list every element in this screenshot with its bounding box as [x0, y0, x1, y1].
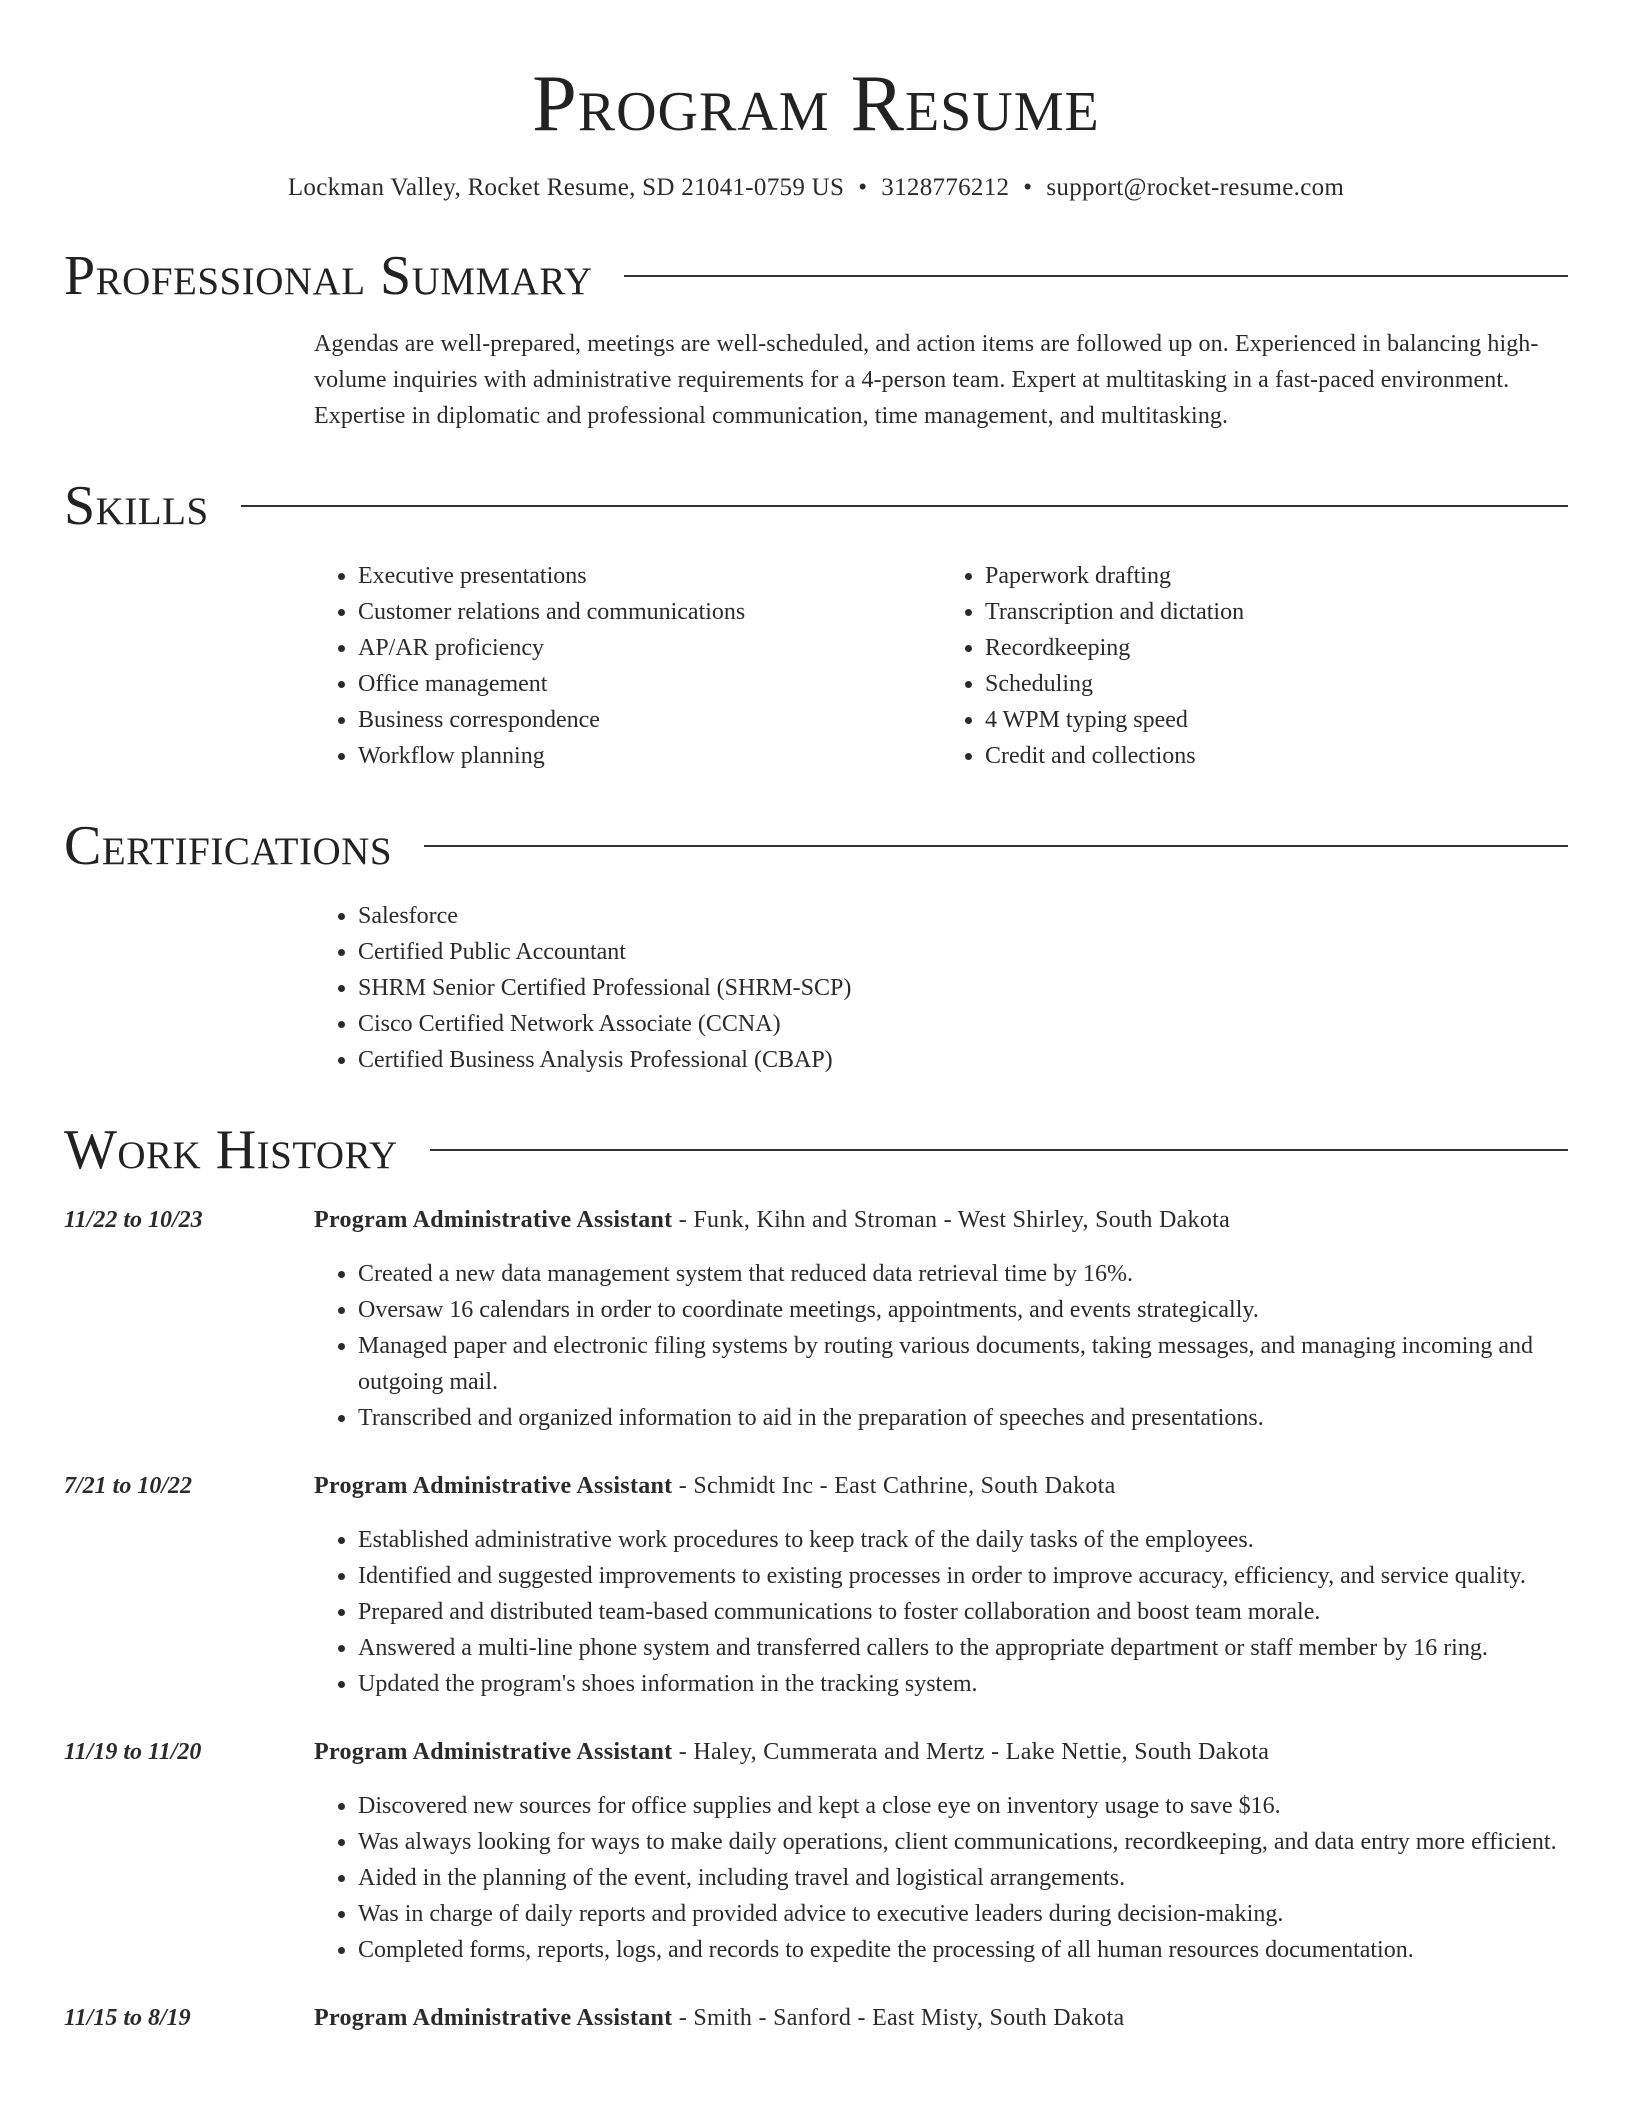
job-bullet: • Identified and suggested improvements to existing processes in order to improve accuracy, efficiency, and service quality.: [358, 1558, 1568, 1594]
certifications-list: [314, 898, 1568, 1078]
skills-column-1: [314, 558, 941, 774]
skill-item: • Customer relations and communications: [358, 594, 941, 630]
separator-bullet: •: [858, 174, 868, 201]
job-bullets: [314, 1788, 1568, 1968]
job-bullet: • Updated the program's shoes information in the tracking system.: [358, 1666, 1568, 1702]
email: support@rocket-resume.com: [1046, 174, 1345, 201]
job-bullet: • Aided in the planning of the event, including travel and logistical arrangements.: [358, 1860, 1568, 1896]
job-bullet: • Was in charge of daily reports and provided advice to executive leaders during decision-making.: [358, 1896, 1568, 1932]
skill-item: • Workflow planning: [358, 738, 941, 774]
job-title: Program Administrative Assistant: [314, 1473, 673, 1499]
job-employer: - Smith - Sanford - East Misty, South Dakota: [672, 2005, 1125, 2031]
certification-item: • SHRM Senior Certified Professional (SHRM-SCP): [358, 970, 1568, 1006]
skill-item: • Credit and collections: [985, 738, 1568, 774]
job-bullet: • Established administrative work procedures to keep track of the daily tasks of the employees.: [358, 1522, 1568, 1558]
job-entry: [64, 1734, 1568, 1968]
job-title-line: [314, 2000, 1568, 2036]
job-bullet: • Managed paper and electronic filing systems by routing various documents, taking messages, and managing incoming and outgoing mail.: [358, 1328, 1568, 1400]
section-divider: [241, 505, 1568, 507]
job-bullets: [314, 1522, 1568, 1702]
job-title: Program Administrative Assistant: [314, 1207, 673, 1233]
section-title-summary: Professional Summary: [64, 245, 593, 307]
resume-name: Program Resume: [532, 60, 1100, 148]
certifications-bullets: [314, 898, 1568, 1078]
job-bullet: • Was always looking for ways to make daily operations, client communications, recordkeeping, and data entry more efficient.: [358, 1824, 1568, 1860]
skill-item: • Scheduling: [985, 666, 1568, 702]
separator-bullet: •: [1023, 174, 1033, 201]
contact-line: [64, 172, 1568, 204]
skill-item: • 4 WPM typing speed: [985, 702, 1568, 738]
job-title: Program Administrative Assistant: [314, 2005, 673, 2031]
skill-item: • Recordkeeping: [985, 630, 1568, 666]
section-header-summary: [64, 244, 1568, 308]
skill-item: • Transcription and dictation: [985, 594, 1568, 630]
job-dates: 11/15 to 8/19: [64, 2005, 191, 2031]
job-dates: 11/19 to 11/20: [64, 1739, 202, 1765]
job-body: [314, 2000, 1568, 2036]
skill-item: • Office management: [358, 666, 941, 702]
job-entry: [64, 1468, 1568, 1702]
job-title: Program Administrative Assistant: [314, 1739, 673, 1765]
section-header-skills: [64, 474, 1568, 538]
section-title-skills: Skills: [64, 475, 209, 537]
job-employer: - Haley, Cummerata and Mertz - Lake Nettie, South Dakota: [672, 1739, 1270, 1765]
job-bullet: • Oversaw 16 calendars in order to coordinate meetings, appointments, and events strategically.: [358, 1292, 1568, 1328]
section-divider: [424, 845, 1568, 847]
skill-item: • Executive presentations: [358, 558, 941, 594]
section-title-certifications: Certifications: [64, 815, 393, 877]
skill-item: • Paperwork drafting: [985, 558, 1568, 594]
job-dates: 7/21 to 10/22: [64, 1473, 193, 1499]
certification-item: • Certified Business Analysis Professional (CBAP): [358, 1042, 1568, 1078]
job-body: [314, 1734, 1568, 1968]
job-title-line: [314, 1468, 1568, 1504]
certification-item: • Certified Public Accountant: [358, 934, 1568, 970]
job-bullet: • Discovered new sources for office supplies and kept a close eye on inventory usage to save $16.: [358, 1788, 1568, 1824]
job-bullet: • Completed forms, reports, logs, and records to expedite the processing of all human resources documentation.: [358, 1932, 1568, 1968]
job-title-line: [314, 1202, 1568, 1238]
job-entry: [64, 1202, 1568, 1436]
skills-column-2: [941, 558, 1568, 774]
summary-text: Agendas are well-prepared, meetings are well-scheduled, and action items are followed up on. Experienced in balancing high-volume inquiries with administrative requirements for a 4-person team. Expert at multitasking in a fast-paced environment. Expertise in diplomatic and professional communication, time management, and multitasking.: [314, 331, 1539, 429]
section-title-work-history: Work History: [64, 1119, 398, 1181]
job-bullet: • Answered a multi-line phone system and transferred callers to the appropriate department or staff member by 16 ring.: [358, 1630, 1568, 1666]
phone: 3128776212: [881, 174, 1010, 201]
job-body: [314, 1202, 1568, 1436]
job-bullet: • Prepared and distributed team-based communications to foster collaboration and boost team morale.: [358, 1594, 1568, 1630]
certification-item: • Salesforce: [358, 898, 1568, 934]
section-header-certifications: [64, 814, 1568, 878]
job-employer: - Schmidt Inc - East Cathrine, South Dakota: [672, 1473, 1116, 1499]
address: Lockman Valley, Rocket Resume, SD 21041-0759 US: [287, 174, 845, 201]
job-bullet: • Created a new data management system that reduced data retrieval time by 16%.: [358, 1256, 1568, 1292]
job-employer: - Funk, Kihn and Stroman - West Shirley, South Dakota: [672, 1207, 1231, 1233]
job-title-line: [314, 1734, 1568, 1770]
job-bullet: • Transcribed and organized information to aid in the preparation of speeches and presentations.: [358, 1400, 1568, 1436]
job-body: [314, 1468, 1568, 1702]
skill-item: • Business correspondence: [358, 702, 941, 738]
section-divider: [430, 1149, 1568, 1151]
job-dates: 11/22 to 10/23: [64, 1207, 203, 1233]
section-header-work-history: [64, 1118, 1568, 1182]
skill-item: • AP/AR proficiency: [358, 630, 941, 666]
skills-list: [314, 558, 1568, 774]
certification-item: • Cisco Certified Network Associate (CCNA): [358, 1006, 1568, 1042]
job-bullets: [314, 1256, 1568, 1436]
job-entry: [64, 2000, 1568, 2036]
section-divider: [624, 275, 1568, 277]
